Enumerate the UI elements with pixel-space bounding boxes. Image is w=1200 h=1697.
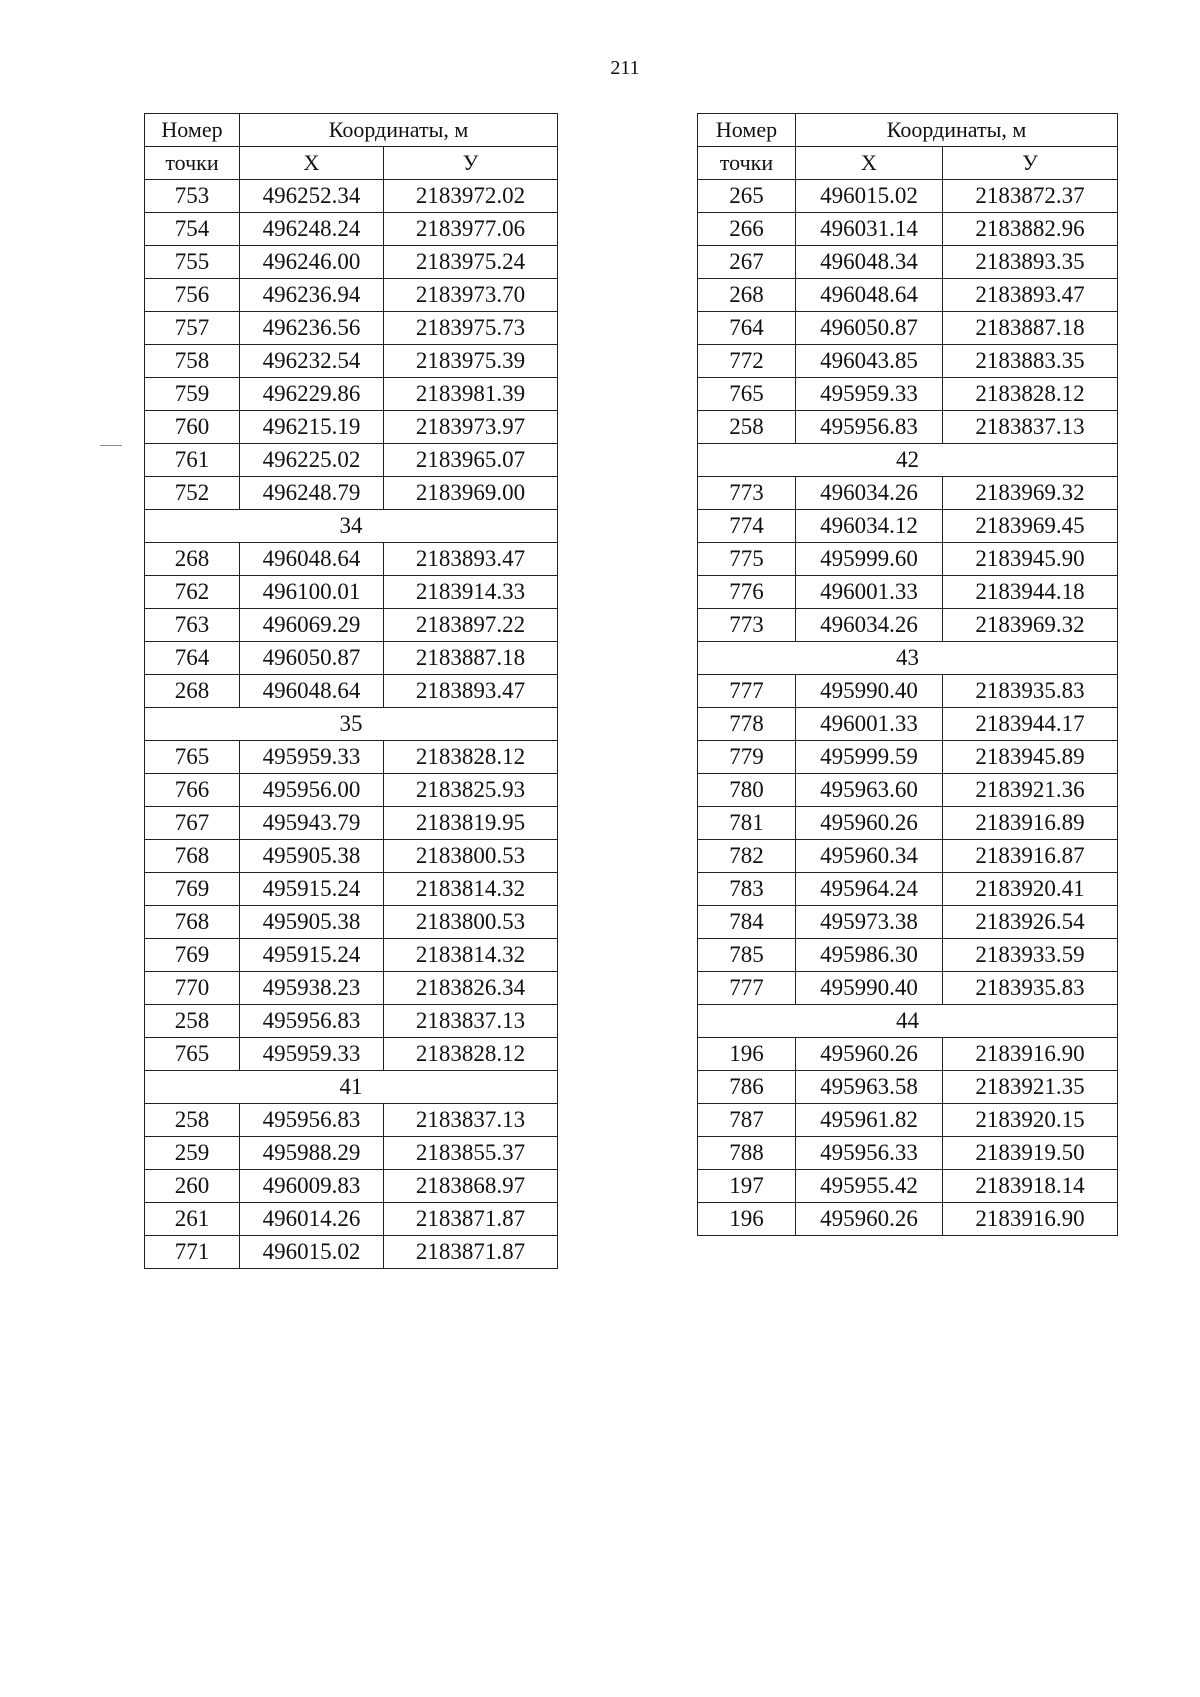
- table-row: [698, 939, 1118, 972]
- y-coordinate-cell: 2183828.12: [384, 741, 558, 774]
- y-coordinate-cell: 2183855.37: [384, 1137, 558, 1170]
- section-row: [698, 1005, 1118, 1038]
- table-row: [145, 411, 558, 444]
- table-row: [698, 312, 1118, 345]
- header-x: Х: [796, 147, 943, 180]
- table-row: [145, 609, 558, 642]
- point-number-cell: 258: [698, 411, 796, 444]
- point-number-cell: 775: [698, 543, 796, 576]
- table-row: [698, 180, 1118, 213]
- x-coordinate-cell: 496015.02: [796, 180, 943, 213]
- point-number-cell: 757: [145, 312, 240, 345]
- y-coordinate-cell: 2183975.39: [384, 345, 558, 378]
- point-number-cell: 755: [145, 246, 240, 279]
- table-row: [698, 1104, 1118, 1137]
- section-row: [145, 510, 558, 543]
- table-row: [145, 807, 558, 840]
- x-coordinate-cell: 495956.00: [240, 774, 384, 807]
- point-number-cell: 260: [145, 1170, 240, 1203]
- point-number-cell: 266: [698, 213, 796, 246]
- x-coordinate-cell: 496232.54: [240, 345, 384, 378]
- y-coordinate-cell: 2183916.87: [943, 840, 1118, 873]
- table-row: [145, 939, 558, 972]
- x-coordinate-cell: 495956.83: [240, 1005, 384, 1038]
- point-number-cell: 767: [145, 807, 240, 840]
- point-number-cell: 765: [145, 1038, 240, 1071]
- x-coordinate-cell: 495960.34: [796, 840, 943, 873]
- x-coordinate-cell: 496048.64: [240, 543, 384, 576]
- point-number-cell: 268: [145, 543, 240, 576]
- x-coordinate-cell: 495973.38: [796, 906, 943, 939]
- point-number-cell: 769: [145, 873, 240, 906]
- y-coordinate-cell: 2183916.89: [943, 807, 1118, 840]
- header-row: [145, 114, 558, 147]
- section-number: 35: [145, 708, 558, 741]
- point-number-cell: 770: [145, 972, 240, 1005]
- y-coordinate-cell: 2183921.36: [943, 774, 1118, 807]
- y-coordinate-cell: 2183969.32: [943, 477, 1118, 510]
- x-coordinate-cell: 495938.23: [240, 972, 384, 1005]
- table-row: [145, 1137, 558, 1170]
- y-coordinate-cell: 2183945.89: [943, 741, 1118, 774]
- x-coordinate-cell: 496009.83: [240, 1170, 384, 1203]
- point-number-cell: 196: [698, 1203, 796, 1236]
- x-coordinate-cell: 496001.33: [796, 576, 943, 609]
- x-coordinate-cell: 496043.85: [796, 345, 943, 378]
- section-number: 41: [145, 1071, 558, 1104]
- y-coordinate-cell: 2183969.00: [384, 477, 558, 510]
- x-coordinate-cell: 495915.24: [240, 939, 384, 972]
- section-row: [145, 1071, 558, 1104]
- x-coordinate-cell: 495960.26: [796, 1038, 943, 1071]
- x-coordinate-cell: 495960.26: [796, 1203, 943, 1236]
- table-row: [698, 1203, 1118, 1236]
- x-coordinate-cell: 495963.60: [796, 774, 943, 807]
- table-row: [698, 246, 1118, 279]
- point-number-cell: 268: [145, 675, 240, 708]
- point-number-cell: 196: [698, 1038, 796, 1071]
- table-row: [698, 609, 1118, 642]
- y-coordinate-cell: 2183944.18: [943, 576, 1118, 609]
- point-number-cell: 779: [698, 741, 796, 774]
- y-coordinate-cell: 2183897.22: [384, 609, 558, 642]
- y-coordinate-cell: 2183920.15: [943, 1104, 1118, 1137]
- y-coordinate-cell: 2183825.93: [384, 774, 558, 807]
- table-row: [145, 1203, 558, 1236]
- point-number-cell: 760: [145, 411, 240, 444]
- y-coordinate-cell: 2183914.33: [384, 576, 558, 609]
- x-coordinate-cell: 495963.58: [796, 1071, 943, 1104]
- y-coordinate-cell: 2183919.50: [943, 1137, 1118, 1170]
- x-coordinate-cell: 495961.82: [796, 1104, 943, 1137]
- table-row: [145, 543, 558, 576]
- table-row: [698, 510, 1118, 543]
- x-coordinate-cell: 495959.33: [240, 741, 384, 774]
- x-coordinate-cell: 496236.56: [240, 312, 384, 345]
- x-coordinate-cell: 495956.83: [240, 1104, 384, 1137]
- point-number-cell: 756: [145, 279, 240, 312]
- table-row: [145, 1005, 558, 1038]
- point-number-cell: 761: [145, 444, 240, 477]
- table-row: [698, 774, 1118, 807]
- y-coordinate-cell: 2183935.83: [943, 675, 1118, 708]
- x-coordinate-cell: 496031.14: [796, 213, 943, 246]
- point-number-cell: 784: [698, 906, 796, 939]
- header-row: [698, 114, 1118, 147]
- table-row: [145, 906, 558, 939]
- y-coordinate-cell: 2183887.18: [384, 642, 558, 675]
- x-coordinate-cell: 496225.02: [240, 444, 384, 477]
- table-row: [145, 1170, 558, 1203]
- point-number-cell: 772: [698, 345, 796, 378]
- section-number: 44: [698, 1005, 1118, 1038]
- y-coordinate-cell: 2183814.32: [384, 939, 558, 972]
- table-row: [698, 411, 1118, 444]
- x-coordinate-cell: 496069.29: [240, 609, 384, 642]
- point-number-cell: 753: [145, 180, 240, 213]
- point-number-cell: 778: [698, 708, 796, 741]
- y-coordinate-cell: 2183893.35: [943, 246, 1118, 279]
- table-row: [145, 1038, 558, 1071]
- y-coordinate-cell: 2183977.06: [384, 213, 558, 246]
- table-row: [145, 972, 558, 1005]
- table-row: [145, 477, 558, 510]
- point-number-cell: 759: [145, 378, 240, 411]
- section-row: [145, 708, 558, 741]
- y-coordinate-cell: 2183837.13: [384, 1005, 558, 1038]
- x-coordinate-cell: 496048.34: [796, 246, 943, 279]
- y-coordinate-cell: 2183945.90: [943, 543, 1118, 576]
- x-coordinate-cell: 496236.94: [240, 279, 384, 312]
- point-number-cell: 786: [698, 1071, 796, 1104]
- y-coordinate-cell: 2183814.32: [384, 873, 558, 906]
- table-row: [145, 675, 558, 708]
- point-number-cell: 258: [145, 1005, 240, 1038]
- table-row: [698, 543, 1118, 576]
- x-coordinate-cell: 496001.33: [796, 708, 943, 741]
- table-row: [698, 213, 1118, 246]
- y-coordinate-cell: 2183828.12: [384, 1038, 558, 1071]
- point-number-cell: 781: [698, 807, 796, 840]
- section-number: 42: [698, 444, 1118, 477]
- y-coordinate-cell: 2183893.47: [943, 279, 1118, 312]
- y-coordinate-cell: 2183975.73: [384, 312, 558, 345]
- table-row: [698, 1071, 1118, 1104]
- y-coordinate-cell: 2183926.54: [943, 906, 1118, 939]
- table-row: [145, 741, 558, 774]
- y-coordinate-cell: 2183871.87: [384, 1236, 558, 1269]
- section-row: [698, 642, 1118, 675]
- table-row: [698, 345, 1118, 378]
- point-number-cell: 785: [698, 939, 796, 972]
- table-body: [145, 180, 558, 1269]
- y-coordinate-cell: 2183916.90: [943, 1203, 1118, 1236]
- point-number-cell: 197: [698, 1170, 796, 1203]
- table-row: [698, 378, 1118, 411]
- x-coordinate-cell: 496246.00: [240, 246, 384, 279]
- x-coordinate-cell: 496014.26: [240, 1203, 384, 1236]
- x-coordinate-cell: 495999.59: [796, 741, 943, 774]
- table-row: [145, 642, 558, 675]
- x-coordinate-cell: 496248.79: [240, 477, 384, 510]
- table-row: [698, 708, 1118, 741]
- table-row: [145, 444, 558, 477]
- point-number-cell: 782: [698, 840, 796, 873]
- y-coordinate-cell: 2183819.95: [384, 807, 558, 840]
- x-coordinate-cell: 496229.86: [240, 378, 384, 411]
- table-row: [698, 807, 1118, 840]
- y-coordinate-cell: 2183887.18: [943, 312, 1118, 345]
- point-number-cell: 261: [145, 1203, 240, 1236]
- table-row: [145, 840, 558, 873]
- header-x: Х: [240, 147, 384, 180]
- coordinates-table-right: [697, 113, 1118, 1236]
- table-row: [698, 873, 1118, 906]
- y-coordinate-cell: 2183893.47: [384, 675, 558, 708]
- point-number-cell: 764: [698, 312, 796, 345]
- table-row: [698, 972, 1118, 1005]
- point-number-cell: 773: [698, 609, 796, 642]
- table-row: [145, 1236, 558, 1269]
- section-number: 34: [145, 510, 558, 543]
- point-number-cell: 765: [145, 741, 240, 774]
- y-coordinate-cell: 2183921.35: [943, 1071, 1118, 1104]
- table-row: [145, 180, 558, 213]
- point-number-cell: 777: [698, 675, 796, 708]
- y-coordinate-cell: 2183973.70: [384, 279, 558, 312]
- table-row: [698, 1170, 1118, 1203]
- point-number-cell: 776: [698, 576, 796, 609]
- table-row: [698, 675, 1118, 708]
- y-coordinate-cell: 2183969.45: [943, 510, 1118, 543]
- x-coordinate-cell: 495956.83: [796, 411, 943, 444]
- table-row: [698, 477, 1118, 510]
- point-number-cell: 777: [698, 972, 796, 1005]
- point-number-cell: 780: [698, 774, 796, 807]
- y-coordinate-cell: 2183965.07: [384, 444, 558, 477]
- table-row: [698, 1137, 1118, 1170]
- point-number-cell: 771: [145, 1236, 240, 1269]
- x-coordinate-cell: 496248.24: [240, 213, 384, 246]
- point-number-cell: 788: [698, 1137, 796, 1170]
- x-coordinate-cell: 495990.40: [796, 675, 943, 708]
- header-row: [145, 147, 558, 180]
- point-number-cell: 259: [145, 1137, 240, 1170]
- point-number-cell: 783: [698, 873, 796, 906]
- y-coordinate-cell: 2183969.32: [943, 609, 1118, 642]
- header-coordinates: Координаты, м: [796, 114, 1118, 147]
- y-coordinate-cell: 2183981.39: [384, 378, 558, 411]
- point-number-cell: 774: [698, 510, 796, 543]
- x-coordinate-cell: 495986.30: [796, 939, 943, 972]
- point-number-cell: 267: [698, 246, 796, 279]
- x-coordinate-cell: 495905.38: [240, 840, 384, 873]
- table-row: [145, 279, 558, 312]
- section-number: 43: [698, 642, 1118, 675]
- x-coordinate-cell: 496034.12: [796, 510, 943, 543]
- y-coordinate-cell: 2183882.96: [943, 213, 1118, 246]
- x-coordinate-cell: 495988.29: [240, 1137, 384, 1170]
- header-point-number-top: Номер: [698, 114, 796, 147]
- y-coordinate-cell: 2183893.47: [384, 543, 558, 576]
- x-coordinate-cell: 496048.64: [796, 279, 943, 312]
- y-coordinate-cell: 2183973.97: [384, 411, 558, 444]
- x-coordinate-cell: 495964.24: [796, 873, 943, 906]
- x-coordinate-cell: 496050.87: [240, 642, 384, 675]
- table-row: [145, 873, 558, 906]
- y-coordinate-cell: 2183837.13: [384, 1104, 558, 1137]
- page-number: 211: [610, 57, 640, 79]
- x-coordinate-cell: 495956.33: [796, 1137, 943, 1170]
- x-coordinate-cell: 496048.64: [240, 675, 384, 708]
- table-row: [145, 312, 558, 345]
- table-row: [145, 378, 558, 411]
- header-point-number-bottom: точки: [698, 147, 796, 180]
- point-number-cell: 265: [698, 180, 796, 213]
- x-coordinate-cell: 496215.19: [240, 411, 384, 444]
- point-number-cell: 769: [145, 939, 240, 972]
- point-number-cell: 765: [698, 378, 796, 411]
- y-coordinate-cell: 2183916.90: [943, 1038, 1118, 1071]
- point-number-cell: 763: [145, 609, 240, 642]
- point-number-cell: 754: [145, 213, 240, 246]
- table-row: [145, 774, 558, 807]
- x-coordinate-cell: 495905.38: [240, 906, 384, 939]
- y-coordinate-cell: 2183837.13: [943, 411, 1118, 444]
- x-coordinate-cell: 496252.34: [240, 180, 384, 213]
- y-coordinate-cell: 2183972.02: [384, 180, 558, 213]
- x-coordinate-cell: 496034.26: [796, 477, 943, 510]
- table-row: [145, 1104, 558, 1137]
- point-number-cell: 268: [698, 279, 796, 312]
- x-coordinate-cell: 495990.40: [796, 972, 943, 1005]
- header-y: У: [943, 147, 1118, 180]
- x-coordinate-cell: 496050.87: [796, 312, 943, 345]
- point-number-cell: 768: [145, 840, 240, 873]
- y-coordinate-cell: 2183933.59: [943, 939, 1118, 972]
- header-point-number-bottom: точки: [145, 147, 240, 180]
- point-number-cell: 752: [145, 477, 240, 510]
- table-row: [698, 840, 1118, 873]
- y-coordinate-cell: 2183935.83: [943, 972, 1118, 1005]
- y-coordinate-cell: 2183975.24: [384, 246, 558, 279]
- header-row: [698, 147, 1118, 180]
- y-coordinate-cell: 2183872.37: [943, 180, 1118, 213]
- y-coordinate-cell: 2183918.14: [943, 1170, 1118, 1203]
- x-coordinate-cell: 495959.33: [796, 378, 943, 411]
- table-row: [698, 576, 1118, 609]
- table-row: [145, 213, 558, 246]
- point-number-cell: 762: [145, 576, 240, 609]
- table-row: [698, 1038, 1118, 1071]
- table-row: [698, 279, 1118, 312]
- header-point-number-top: Номер: [145, 114, 240, 147]
- point-number-cell: 258: [145, 1104, 240, 1137]
- x-coordinate-cell: 495999.60: [796, 543, 943, 576]
- x-coordinate-cell: 496100.01: [240, 576, 384, 609]
- scan-artifact: [100, 445, 122, 446]
- table-row: [145, 246, 558, 279]
- x-coordinate-cell: 495943.79: [240, 807, 384, 840]
- table-row: [698, 906, 1118, 939]
- point-number-cell: 766: [145, 774, 240, 807]
- y-coordinate-cell: 2183828.12: [943, 378, 1118, 411]
- x-coordinate-cell: 495955.42: [796, 1170, 943, 1203]
- point-number-cell: 768: [145, 906, 240, 939]
- table-row: [145, 576, 558, 609]
- y-coordinate-cell: 2183868.97: [384, 1170, 558, 1203]
- x-coordinate-cell: 496015.02: [240, 1236, 384, 1269]
- table-body: [698, 180, 1118, 1236]
- x-coordinate-cell: 495960.26: [796, 807, 943, 840]
- header-y: У: [384, 147, 558, 180]
- y-coordinate-cell: 2183920.41: [943, 873, 1118, 906]
- x-coordinate-cell: 496034.26: [796, 609, 943, 642]
- table-row: [145, 345, 558, 378]
- y-coordinate-cell: 2183871.87: [384, 1203, 558, 1236]
- header-coordinates: Координаты, м: [240, 114, 558, 147]
- x-coordinate-cell: 495915.24: [240, 873, 384, 906]
- section-row: [698, 444, 1118, 477]
- point-number-cell: 773: [698, 477, 796, 510]
- table-row: [698, 741, 1118, 774]
- y-coordinate-cell: 2183944.17: [943, 708, 1118, 741]
- y-coordinate-cell: 2183800.53: [384, 906, 558, 939]
- point-number-cell: 764: [145, 642, 240, 675]
- y-coordinate-cell: 2183800.53: [384, 840, 558, 873]
- point-number-cell: 758: [145, 345, 240, 378]
- x-coordinate-cell: 495959.33: [240, 1038, 384, 1071]
- y-coordinate-cell: 2183883.35: [943, 345, 1118, 378]
- coordinates-table-left: [144, 113, 558, 1269]
- point-number-cell: 787: [698, 1104, 796, 1137]
- y-coordinate-cell: 2183826.34: [384, 972, 558, 1005]
